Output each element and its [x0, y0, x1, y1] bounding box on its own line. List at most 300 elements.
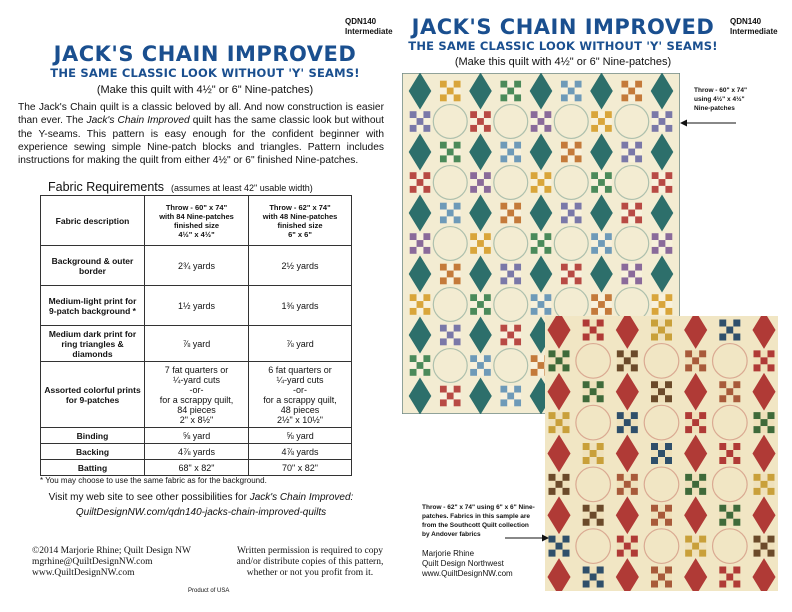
- quilt-nine-patch: [484, 369, 491, 376]
- quilt-nine-patch: [635, 81, 642, 88]
- quilt-nine-patch: [590, 333, 597, 340]
- row-value: ⅝ yard: [145, 428, 249, 444]
- quilt-nine-patch: [692, 488, 699, 495]
- row-label: Backing: [41, 444, 145, 460]
- quilt-nine-patch: [562, 550, 569, 557]
- quilt-nine-patch: [651, 512, 658, 519]
- quilt-nine-patch: [470, 186, 477, 193]
- quilt-nine-patch: [628, 203, 635, 210]
- quilt-nine-patch: [617, 364, 624, 371]
- quilt-nine-patch: [417, 362, 424, 369]
- quilt-nine-patch: [568, 216, 575, 223]
- quilt-nine-patch: [754, 488, 761, 495]
- quilt-nine-patch: [514, 332, 521, 339]
- quilt-nine-patch: [699, 550, 706, 557]
- quilt-nine-patch: [514, 399, 521, 406]
- quilt-nine-patch: [726, 580, 733, 587]
- quilt-nine-patch: [621, 149, 628, 156]
- quilt-nine-patch: [685, 426, 692, 433]
- quilt-nine-patch: [423, 369, 430, 376]
- quilt-nine-patch: [624, 350, 631, 357]
- quilt-nine-patch: [410, 233, 417, 240]
- quilt-nine-patch: [561, 271, 568, 278]
- quilt-nine-patch: [410, 118, 417, 125]
- code-text: QDN140: [345, 17, 377, 26]
- quilt-nine-patch: [440, 386, 447, 393]
- page-subtitle: THE SAME CLASSIC LOOK WITHOUT 'Y' SEAMS!: [50, 66, 360, 80]
- quilt-nine-patch: [583, 395, 590, 402]
- quilt-nine-patch: [583, 519, 590, 526]
- row-label: Medium dark print for ring triangles & diamonds: [41, 326, 145, 362]
- quilt-nine-patch: [470, 362, 477, 369]
- quilt-nine-patch: [477, 362, 484, 369]
- quilt-nine-patch: [761, 474, 768, 481]
- quilt-nine-patch: [651, 574, 658, 581]
- quilt-nine-patch: [477, 233, 484, 240]
- quilt-nine-patch: [423, 111, 430, 118]
- quilt-nine-patch: [726, 320, 733, 327]
- quilt-nine-patch: [447, 216, 454, 223]
- quilt-nine-patch: [417, 301, 424, 308]
- intro-emphasis: Jack's Chain Improved: [86, 115, 190, 127]
- quilt-nine-patch: [477, 111, 484, 118]
- quilt-nine-patch: [470, 355, 477, 362]
- value-line: -or-: [293, 384, 307, 395]
- quilt-nine-patch: [665, 450, 672, 457]
- quilt-nine-patch: [665, 301, 672, 308]
- quilt-nine-patch: [484, 294, 491, 301]
- quilt-nine-patch: [591, 179, 598, 186]
- quilt-nine-patch: [767, 543, 774, 550]
- quilt-nine-patch: [628, 277, 635, 284]
- quilt-nine-patch: [651, 580, 658, 587]
- row-value: 2½ yards: [249, 246, 352, 286]
- quilt-nine-patch: [583, 580, 590, 587]
- quilt-nine-patch: [651, 320, 658, 327]
- value-line: 6 fat quarters or: [268, 364, 332, 375]
- quilt-nine-patch: [447, 277, 454, 284]
- quilt-nine-patch: [590, 381, 597, 388]
- quilt-nine-patch: [454, 325, 461, 332]
- quilt-nine-patch: [692, 536, 699, 543]
- quilt-nine-patch: [597, 381, 604, 388]
- row-value: 68" x 82": [145, 460, 249, 476]
- quilt-nine-patch: [590, 388, 597, 395]
- level-text: Intermediate: [345, 27, 393, 36]
- quilt-nine-patch: [549, 350, 556, 357]
- quilt-nine-patch: [484, 240, 491, 247]
- make-note: (Make this quilt with 4½" or 6" Nine-patches): [96, 84, 314, 96]
- quilt-nine-patch: [591, 118, 598, 125]
- quilt-nine-patch: [590, 519, 597, 526]
- value-line: 2½" x 10½": [277, 414, 323, 425]
- quilt-nine-patch: [417, 294, 424, 301]
- quilt-nine-patch: [733, 450, 740, 457]
- quilt-nine-patch: [658, 580, 665, 587]
- quilt-nine-patch: [651, 381, 658, 388]
- quilt-nine-patch: [767, 536, 774, 543]
- quilt-nine-patch: [477, 369, 484, 376]
- quilt-nine-patch: [628, 88, 635, 95]
- quilt-nine-patch: [624, 364, 631, 371]
- quilt-nine-patch: [665, 519, 672, 526]
- quilt-nine-patch: [500, 94, 507, 101]
- copyright-line: ©2014 Marjorie Rhine; Quilt Design NW: [32, 546, 191, 556]
- quilt-nine-patch: [605, 240, 612, 247]
- quilt-nine-patch: [598, 111, 605, 118]
- copyright-block: [32, 546, 232, 579]
- quilt-nine-patch: [651, 443, 658, 450]
- quilt-nine-patch: [665, 574, 672, 581]
- quilt-nine-patch: [417, 247, 424, 254]
- quilt-nine-patch: [531, 294, 538, 301]
- quilt-nine-patch: [507, 277, 514, 284]
- quilt-nine-patch: [423, 362, 430, 369]
- quilt-nine-patch: [562, 474, 569, 481]
- quilt-nine-patch: [538, 240, 545, 247]
- quilt-nine-patch: [754, 364, 761, 371]
- quilt-nine-patch: [597, 574, 604, 581]
- quilt-nine-patch: [659, 172, 666, 179]
- quilt-nine-patch: [651, 457, 658, 464]
- caption-quilt-1: [694, 86, 784, 113]
- quilt-nine-patch: [597, 505, 604, 512]
- quilt-nine-patch: [719, 580, 726, 587]
- quilt-nine-patch: [447, 210, 454, 217]
- quilt-nine-patch: [575, 94, 582, 101]
- quilt-nine-patch: [692, 550, 699, 557]
- quilt-nine-patch: [538, 118, 545, 125]
- quilt-nine-patch: [470, 247, 477, 254]
- quilt-nine-patch: [761, 412, 768, 419]
- pattern-code: [345, 17, 393, 37]
- quilt-nine-patch: [561, 210, 568, 217]
- row-value: [249, 362, 352, 428]
- quilt-nine-patch: [538, 308, 545, 315]
- quilt-nine-patch: [685, 481, 692, 488]
- quilt-nine-patch: [454, 210, 461, 217]
- quilt-nine-patch: [531, 111, 538, 118]
- quilt-nine-patch: [531, 308, 538, 315]
- quilt-nine-patch: [561, 81, 568, 88]
- quilt-nine-patch: [754, 412, 761, 419]
- quilt-nine-patch: [500, 338, 507, 345]
- quilt-nine-patch: [591, 186, 598, 193]
- quilt-nine-patch: [562, 536, 569, 543]
- quilt-nine-patch: [651, 450, 658, 457]
- quilt-nine-patch: [658, 327, 665, 334]
- quilt-nine-patch: [544, 308, 551, 315]
- quilt-nine-patch: [470, 172, 477, 179]
- quilt-nine-patch: [726, 512, 733, 519]
- quilt-nine-patch: [454, 386, 461, 393]
- quilt-nine-patch: [556, 488, 563, 495]
- quilt-nine-patch: [556, 364, 563, 371]
- quilt-nine-patch: [538, 233, 545, 240]
- quilt-nine-patch: [733, 519, 740, 526]
- quilt-nine-patch: [562, 543, 569, 550]
- quilt-nine-patch: [665, 233, 672, 240]
- quilt-nine-patch: [761, 550, 768, 557]
- row-value: 70" x 82": [249, 460, 352, 476]
- quilt-nine-patch: [417, 308, 424, 315]
- quilt-nine-patch: [500, 88, 507, 95]
- quilt-nine-patch: [733, 320, 740, 327]
- quilt-nine-patch: [590, 567, 597, 574]
- quilt-nine-patch: [624, 536, 631, 543]
- quilt-nine-patch: [447, 142, 454, 149]
- quilt-nine-patch: [591, 247, 598, 254]
- quilt-nine-patch: [635, 216, 642, 223]
- quilt-nine-patch: [538, 294, 545, 301]
- quilt-nine-patch: [531, 172, 538, 179]
- quilt-nine-patch: [617, 357, 624, 364]
- quilt-nine-patch: [447, 338, 454, 345]
- quilt-nine-patch: [635, 271, 642, 278]
- quilt-nine-patch: [665, 294, 672, 301]
- row-label: Batting: [41, 460, 145, 476]
- quilt-nine-patch: [440, 277, 447, 284]
- quilt-nine-patch: [605, 301, 612, 308]
- table-row: [41, 428, 352, 444]
- quilt-nine-patch: [617, 474, 624, 481]
- quilt-nine-patch: [754, 543, 761, 550]
- quilt-nine-patch: [556, 350, 563, 357]
- quilt-nine-patch: [544, 186, 551, 193]
- quilt-nine-patch: [410, 294, 417, 301]
- level-text: Intermediate: [730, 27, 778, 36]
- quilt-nine-patch: [658, 388, 665, 395]
- quilt-nine-patch: [590, 512, 597, 519]
- quilt-nine-patch: [685, 357, 692, 364]
- quilt-nine-patch: [621, 264, 628, 271]
- quilt-nine-patch: [726, 505, 733, 512]
- permission-line: and/or distribute copies of this pattern,: [236, 557, 384, 567]
- quilt-nine-patch: [597, 519, 604, 526]
- quilt-nine-patch: [659, 125, 666, 132]
- quilt-nine-patch: [605, 111, 612, 118]
- caption-line: from the Southcott Quilt collection: [422, 522, 529, 529]
- quilt-nine-patch: [767, 364, 774, 371]
- quilt-nine-patch: [484, 172, 491, 179]
- value-line: 48 pieces: [280, 404, 320, 415]
- quilt-nine-patch: [500, 277, 507, 284]
- quilt-nine-patch: [423, 240, 430, 247]
- quilt-nine-patch: [726, 443, 733, 450]
- quilt-nine-patch: [447, 94, 454, 101]
- quilt-nine-patch: [562, 357, 569, 364]
- table-row: [41, 286, 352, 326]
- quilt-nine-patch: [583, 450, 590, 457]
- quilt-nine-patch: [665, 580, 672, 587]
- quilt-nine-patch: [659, 308, 666, 315]
- quilt-nine-patch: [733, 381, 740, 388]
- quilt-nine-patch: [651, 395, 658, 402]
- quilt-nine-patch: [514, 203, 521, 210]
- quilt-nine-patch: [562, 481, 569, 488]
- quilt-nine-patch: [500, 210, 507, 217]
- quilt-nine-patch: [621, 210, 628, 217]
- quilt-nine-patch: [628, 216, 635, 223]
- fabric-table: [40, 195, 352, 476]
- quilt-nine-patch: [507, 393, 514, 400]
- quilt-nine-patch: [699, 364, 706, 371]
- arrow-icon: [680, 118, 740, 128]
- quilt-nine-patch: [440, 325, 447, 332]
- quilt-nine-patch: [447, 155, 454, 162]
- quilt-nine-patch: [561, 264, 568, 271]
- quilt-nine-patch: [590, 443, 597, 450]
- quilt-nine-patch: [484, 125, 491, 132]
- quilt-nine-patch: [538, 111, 545, 118]
- quilt-nine-patch: [624, 357, 631, 364]
- quilt-nine-patch: [440, 332, 447, 339]
- quilt-nine-patch: [726, 519, 733, 526]
- col2-line: 6" x 6": [288, 229, 312, 239]
- quilt-nine-patch: [500, 142, 507, 149]
- quilt-nine-patch: [583, 320, 590, 327]
- quilt-nine-patch: [583, 567, 590, 574]
- quilt-nine-patch: [538, 186, 545, 193]
- quilt-nine-patch: [507, 399, 514, 406]
- quilt-nine-patch: [597, 320, 604, 327]
- quilt-nine-patch: [658, 381, 665, 388]
- quilt-nine-patch: [733, 395, 740, 402]
- quilt-nine-patch: [514, 393, 521, 400]
- quilt-nine-patch: [631, 357, 638, 364]
- quilt-nine-patch: [514, 386, 521, 393]
- quilt-nine-patch: [726, 567, 733, 574]
- page-title: JACK'S CHAIN IMPROVED: [53, 42, 357, 66]
- quilt-nine-patch: [575, 277, 582, 284]
- value-line: -or-: [189, 384, 204, 395]
- quilt-nine-patch: [417, 186, 424, 193]
- quilt-nine-patch: [597, 512, 604, 519]
- quilt-nine-patch: [440, 203, 447, 210]
- quilt-nine-patch: [549, 419, 556, 426]
- visit-text: Visit my web site to see other possibilities for: [48, 492, 250, 503]
- quilt-nine-patch: [699, 488, 706, 495]
- quilt-nine-patch: [583, 505, 590, 512]
- quilt-nine-patch: [598, 172, 605, 179]
- quilt-nine-patch: [635, 94, 642, 101]
- caption-line: using 4½" x 4½": [694, 96, 745, 103]
- caption-line: patches. Fabrics in this sample are: [422, 513, 531, 520]
- quilt-nine-patch: [651, 567, 658, 574]
- quilt-nine-patch: [591, 301, 598, 308]
- quilt-nine-patch: [544, 125, 551, 132]
- quilt-nine-patch: [665, 240, 672, 247]
- quilt-nine-patch: [761, 543, 768, 550]
- row-value: 1⅜ yards: [249, 286, 352, 326]
- quilt-nine-patch: [454, 277, 461, 284]
- quilt-nine-patch: [440, 210, 447, 217]
- quilt-nine-patch: [597, 457, 604, 464]
- quilt-nine-patch: [692, 364, 699, 371]
- row-value: 1½ yards: [145, 286, 249, 326]
- quilt-nine-patch: [631, 364, 638, 371]
- quilt-nine-patch: [685, 474, 692, 481]
- quilt-nine-patch: [470, 240, 477, 247]
- quilt-nine-patch: [538, 362, 545, 369]
- quilt-nine-patch: [556, 426, 563, 433]
- quilt-nine-patch: [631, 419, 638, 426]
- quilt-nine-patch: [507, 216, 514, 223]
- quilt-nine-patch: [598, 294, 605, 301]
- website-link[interactable]: QuiltDesignNW.com/qdn140-jacks-chain-improved-quilts: [75, 507, 327, 518]
- quilt-nine-patch: [635, 203, 642, 210]
- quilt-nine-patch: [410, 111, 417, 118]
- quilt-nine-patch: [507, 88, 514, 95]
- quilt-nine-patch: [624, 488, 631, 495]
- quilt-nine-patch: [556, 412, 563, 419]
- quilt-nine-patch: [699, 412, 706, 419]
- quilt-nine-patch: [484, 233, 491, 240]
- quilt-nine-patch: [699, 426, 706, 433]
- quilt-nine-patch: [507, 210, 514, 217]
- quilt-nine-patch: [591, 240, 598, 247]
- quilt-nine-patch: [761, 481, 768, 488]
- quilt-nine-patch: [470, 294, 477, 301]
- quilt-nine-patch: [733, 443, 740, 450]
- quilt-nine-patch: [692, 426, 699, 433]
- quilt-nine-patch: [699, 350, 706, 357]
- make-note-right: (Make this quilt with 4½" or 6" Nine-patches): [454, 56, 672, 68]
- quilt-nine-patch: [767, 357, 774, 364]
- quilt-nine-patch: [440, 393, 447, 400]
- quilt-nine-patch: [635, 277, 642, 284]
- col1-line: with 84 Nine-patches: [159, 211, 234, 221]
- quilt-nine-patch: [628, 271, 635, 278]
- quilt-nine-patch: [470, 233, 477, 240]
- quilt-nine-patch: [726, 388, 733, 395]
- quilt-nine-patch: [538, 369, 545, 376]
- col2-line: with 48 Nine-patches: [262, 211, 338, 221]
- quilt-nine-patch: [665, 111, 672, 118]
- quilt-nine-patch: [659, 233, 666, 240]
- quilt-nine-patch: [605, 125, 612, 132]
- quilt-nine-patch: [658, 443, 665, 450]
- col1-line: finished size: [173, 220, 219, 230]
- visit-line: [20, 492, 382, 503]
- quilt-nine-patch: [699, 419, 706, 426]
- web-link[interactable]: www.QuiltDesignNW.com: [32, 568, 135, 578]
- quilt-nine-patch: [761, 350, 768, 357]
- quilt-nine-patch: [719, 519, 726, 526]
- quilt-nine-patch: [447, 81, 454, 88]
- quilt-nine-patch: [410, 172, 417, 179]
- quilt-nine-patch: [726, 450, 733, 457]
- quilt-nine-patch: [484, 308, 491, 315]
- quilt-nine-patch: [591, 111, 598, 118]
- quilt-nine-patch: [631, 481, 638, 488]
- quilt-nine-patch: [440, 149, 447, 156]
- quilt-nine-patch: [635, 149, 642, 156]
- quilt-nine-patch: [531, 362, 538, 369]
- quilt-nine-patch: [575, 271, 582, 278]
- quilt-nine-patch: [761, 426, 768, 433]
- quilt-nine-patch: [454, 149, 461, 156]
- quilt-nine-patch: [538, 125, 545, 132]
- quilt-nine-patch: [628, 81, 635, 88]
- intro-text-b: quilt has the same classic look but without the Y-seams. This pattern is easy enough for the confident beginner with experience sewing simple Nine-patch blocks and triangles. Pattern includes instructions for making the quilt from either 4½" or 6" finished Nine-patches.: [18, 115, 385, 167]
- email-link[interactable]: mgrhine@QuiltDesignNW.com: [32, 557, 153, 567]
- quilt-nine-patch: [423, 247, 430, 254]
- quilt-nine-patch: [685, 488, 692, 495]
- caption-line: Throw - 60" x 74": [694, 87, 748, 94]
- quilt-nine-patch: [447, 203, 454, 210]
- quilt-nine-patch: [454, 332, 461, 339]
